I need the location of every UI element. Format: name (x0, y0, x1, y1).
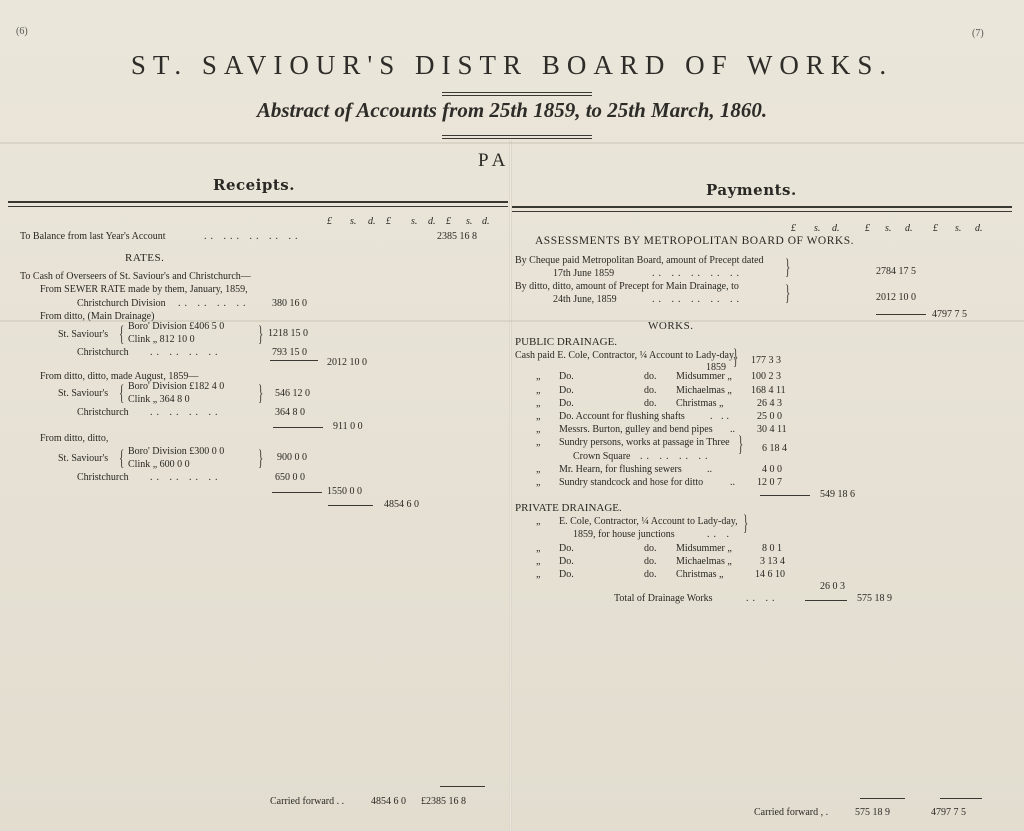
payments-rule-1 (512, 206, 1012, 208)
receipts-rule-2 (8, 206, 508, 207)
subtotal-1: 2012 10 0 (327, 357, 367, 368)
hearn-label: Mr. Hearn, for flushing sewers (559, 464, 682, 475)
private-item-1-label: Do. (559, 556, 574, 567)
st-saviours-2-clink: Clink „ 364 8 0 (128, 394, 190, 405)
main-drainage-line: From ditto, (Main Drainage) (40, 311, 155, 322)
pc-pence-2: d. (905, 223, 913, 234)
public-item-0-mark: „ (536, 371, 541, 382)
fold-line-top (0, 142, 1024, 144)
private-item-0-do: do. (644, 543, 657, 554)
subtitle-rule-2 (442, 138, 592, 139)
title-rule-2 (442, 95, 592, 96)
rates-heading: RATES. (125, 252, 165, 264)
cheque-dots: .. .. .. .. .. (652, 268, 743, 279)
cole-brace: } (733, 344, 739, 369)
christchurch-2-dots: .. .. .. .. (150, 347, 222, 358)
public-item-2-amount: 26 4 3 (757, 398, 782, 409)
brace-left-2: { (119, 380, 125, 405)
private-item-2-mark: „ (536, 569, 541, 580)
drainage-total-rule (805, 600, 847, 601)
public-item-4-label: Messrs. Burton, gulley and bend pipes (559, 424, 713, 435)
standcock-mark: „ (536, 477, 541, 488)
rc-pence-2: d. (428, 216, 436, 227)
payments-heading: Payments. (706, 181, 797, 199)
private-total: 26 0 3 (820, 581, 845, 592)
public-item-2-period: Christmas „ (676, 398, 724, 409)
st-saviours-1-clink: Clink „ 812 10 0 (128, 334, 195, 345)
public-item-0-period: Midsummer „ (676, 371, 732, 382)
sundry-brace: } (738, 431, 744, 456)
christchurch-4-amount: 650 0 0 (275, 472, 305, 483)
rates-total-rule (328, 505, 373, 506)
christchurch-1-dots: .. .. .. .. (178, 298, 250, 309)
ditto-precept-line-1: By ditto, ditto, amount of Precept for Main Drainage, to (515, 281, 739, 292)
sewer-rate-line: From SEWER RATE made by them, January, 1859, (40, 284, 248, 295)
public-drainage-heading: PUBLIC DRAINAGE. (515, 336, 618, 348)
christchurch-4-dots: .. .. .. .. (150, 472, 222, 483)
receipts-carried-label: Carried forward . . (270, 796, 345, 807)
cole-line-2: 1859 (706, 362, 726, 373)
public-item-2-label: Do. (559, 398, 574, 409)
private-cole-dots: .. . (707, 529, 733, 540)
public-item-4-period: .. (730, 424, 735, 435)
assessments-total: 4797 7 5 (932, 309, 967, 320)
cheque-line-1: By Cheque paid Metropolitan Board, amount of Precept dated (515, 255, 764, 266)
rc-pence-3: d. (482, 216, 490, 227)
st-saviours-3-clink: Clink „ 600 0 0 (128, 459, 190, 470)
section-mark: P A (478, 150, 506, 171)
rc-pound-2: £ (386, 216, 391, 227)
hearn-mark: „ (536, 464, 541, 475)
st-saviours-1-label: St. Saviour's (58, 329, 109, 340)
public-item-2-mark: „ (536, 398, 541, 409)
st-saviours-1-amount: 1218 15 0 (268, 328, 308, 339)
document-title: ST. SAVIOUR'S DISTR BOARD OF WORKS. (130, 50, 894, 80)
christchurch-2-label: Christchurch (77, 347, 129, 358)
cheque-brace: } (785, 254, 791, 279)
center-fold (509, 140, 512, 831)
private-item-0-label: Do. (559, 543, 574, 554)
payments-carried-amount-1: 575 18 9 (855, 807, 890, 818)
public-item-4-amount: 30 4 11 (757, 424, 787, 435)
ditto-precept-amount: 2012 10 0 (876, 292, 916, 303)
cole-line-1: Cash paid E. Cole, Contractor, ¼ Account to Lady-day, (515, 350, 736, 361)
brace-left-1: { (119, 321, 125, 346)
brace-left-3: { (119, 445, 125, 470)
public-item-3-period: . .. (710, 411, 732, 422)
public-item-1-label: Do. (559, 385, 574, 396)
pc-pound-2: £ (865, 223, 870, 234)
page-number-right: (7) (972, 28, 984, 39)
public-item-3-amount: 25 0 0 (757, 411, 782, 422)
private-cole-brace: } (743, 510, 749, 535)
public-item-2-do: do. (644, 398, 657, 409)
public-item-4-mark: „ (536, 424, 541, 435)
payments-carried-label: Carried forward , . (754, 807, 829, 818)
public-item-1-mark: „ (536, 385, 541, 396)
private-item-0-mark: „ (536, 543, 541, 554)
assessments-total-rule (876, 314, 926, 315)
pc-shilling-3: s. (955, 223, 962, 234)
ditto-precept-brace: } (785, 280, 791, 305)
subtitle-rule-1 (442, 135, 592, 136)
receipts-rule-1 (8, 201, 508, 203)
pc-pound-1: £ (791, 223, 796, 234)
brace-right-3: } (258, 445, 264, 470)
drainage-total-dots: .. .. (746, 593, 779, 604)
christchurch-1-label: Christchurch Division (77, 298, 166, 309)
cash-line: To Cash of Overseers of St. Saviour's and Christchurch— (20, 271, 251, 282)
sundry-line-2: Crown Square (573, 451, 631, 462)
pc-shilling-2: s. (885, 223, 892, 234)
receipts-carried-rule (440, 786, 485, 787)
ditto-line: From ditto, ditto, (40, 433, 109, 444)
receipts-heading: Receipts. (213, 176, 295, 194)
st-saviours-2-boro: Boro' Division £182 4 0 (128, 381, 225, 392)
christchurch-3-amount: 364 8 0 (275, 407, 305, 418)
subtotal-1-rule (270, 360, 318, 361)
private-item-1-period: Michaelmas „ (676, 556, 732, 567)
balance-dots: .. ... .. .. .. (204, 231, 302, 242)
pc-pence-1: d. (832, 223, 840, 234)
private-item-1-amount: 3 13 4 (760, 556, 785, 567)
public-item-0-amount: 100 2 3 (751, 371, 781, 382)
standcock-dots: .. (730, 477, 735, 488)
subtotal-2: 911 0 0 (333, 421, 363, 432)
public-item-1-amount: 168 4 11 (751, 385, 786, 396)
private-item-1-do: do. (644, 556, 657, 567)
sundry-mark: „ (536, 437, 541, 448)
sundry-dots: .. .. .. .. (640, 451, 712, 462)
private-item-2-label: Do. (559, 569, 574, 580)
subtotal-3: 1550 0 0 (327, 486, 362, 497)
standcock-label: Sundry standcock and hose for ditto (559, 477, 704, 488)
cole-amount: 177 3 3 (751, 355, 781, 366)
receipts-carried-amount-2: £2385 16 8 (421, 796, 466, 807)
private-cole-line-2: 1859, for house junctions (573, 529, 675, 540)
private-cole-line-1: E. Cole, Contractor, ¼ Account to Lady-day, (559, 516, 738, 527)
payments-carried-rule-1 (860, 798, 905, 799)
pc-shilling-1: s. (814, 223, 821, 234)
drainage-total-amount: 575 18 9 (857, 593, 892, 604)
pc-pound-3: £ (933, 223, 938, 234)
public-item-1-do: do. (644, 385, 657, 396)
christchurch-3-label: Christchurch (77, 407, 129, 418)
august-line: From ditto, ditto, made August, 1859— (40, 371, 199, 382)
subtotal-2-rule (273, 427, 323, 428)
st-saviours-3-amount: 900 0 0 (277, 452, 307, 463)
rc-shilling-1: s. (350, 216, 357, 227)
christchurch-3-dots: .. .. .. .. (150, 407, 222, 418)
cheque-line-2: 17th June 1859 (553, 268, 615, 279)
rates-total: 4854 6 0 (384, 499, 419, 510)
brace-right-1: } (258, 321, 264, 346)
public-item-1-period: Michaelmas „ (676, 385, 732, 396)
public-item-3-mark: „ (536, 411, 541, 422)
subtotal-3-rule (272, 492, 322, 493)
st-saviours-2-amount: 546 12 0 (275, 388, 310, 399)
public-total-rule (760, 495, 810, 496)
balance-label: To Balance from last Year's Account (20, 231, 166, 242)
public-item-3-label: Do. Account for flushing shafts (559, 411, 685, 422)
assessments-heading: ASSESSMENTS BY METROPOLITAN BOARD OF WORKS. (535, 235, 854, 247)
balance-amount: 2385 16 8 (437, 231, 477, 242)
st-saviours-2-label: St. Saviour's (58, 388, 109, 399)
christchurch-4-label: Christchurch (77, 472, 129, 483)
st-saviours-1-boro: Boro' Division £406 5 0 (128, 321, 225, 332)
private-item-0-amount: 8 0 1 (762, 543, 782, 554)
st-saviours-3-label: St. Saviour's (58, 453, 109, 464)
works-heading: WORKS. (648, 320, 694, 332)
payments-carried-amount-2: 4797 7 5 (931, 807, 966, 818)
pc-pence-3: d. (975, 223, 983, 234)
public-total: 549 18 6 (820, 489, 855, 500)
public-item-0-label: Do. (559, 371, 574, 382)
drainage-total-label: Total of Drainage Works (614, 593, 713, 604)
payments-carried-rule-2 (940, 798, 982, 799)
private-item-0-period: Midsummer „ (676, 543, 732, 554)
public-item-0-do: do. (644, 371, 657, 382)
cheque-amount: 2784 17 5 (876, 266, 916, 277)
christchurch-1-amount: 380 16 0 (272, 298, 307, 309)
rc-pound-3: £ (446, 216, 451, 227)
hearn-dots: .. (707, 464, 712, 475)
christchurch-2-amount: 793 15 0 (272, 347, 307, 358)
private-item-2-do: do. (644, 569, 657, 580)
sundry-amount: 6 18 4 (762, 443, 787, 454)
private-cole-mark: „ (536, 516, 541, 527)
document-subtitle: Abstract of Accounts from 25th 1859, to 25th March, 1860. (256, 98, 768, 122)
page-number-left: (6) (16, 26, 28, 37)
payments-rule-2 (512, 211, 1012, 212)
brace-right-2: } (258, 380, 264, 405)
sundry-line-1: Sundry persons, works at passage in Three (559, 437, 730, 448)
rc-shilling-2: s. (411, 216, 418, 227)
private-item-2-amount: 14 6 10 (755, 569, 785, 580)
st-saviours-3-boro: Boro' Division £300 0 0 (128, 446, 225, 457)
receipts-carried-amount-1: 4854 6 0 (371, 796, 406, 807)
private-drainage-heading: PRIVATE DRAINAGE. (515, 502, 622, 514)
standcock-amount: 12 0 7 (757, 477, 782, 488)
ditto-precept-dots: .. .. .. .. .. (652, 294, 743, 305)
rc-pound-1: £ (327, 216, 332, 227)
hearn-amount: 4 0 0 (762, 464, 782, 475)
rc-pence-1: d. (368, 216, 376, 227)
private-item-2-period: Christmas „ (676, 569, 724, 580)
rc-shilling-3: s. (466, 216, 473, 227)
ditto-precept-line-2: 24th June, 1859 (553, 294, 617, 305)
title-rule-1 (442, 92, 592, 93)
private-item-1-mark: „ (536, 556, 541, 567)
